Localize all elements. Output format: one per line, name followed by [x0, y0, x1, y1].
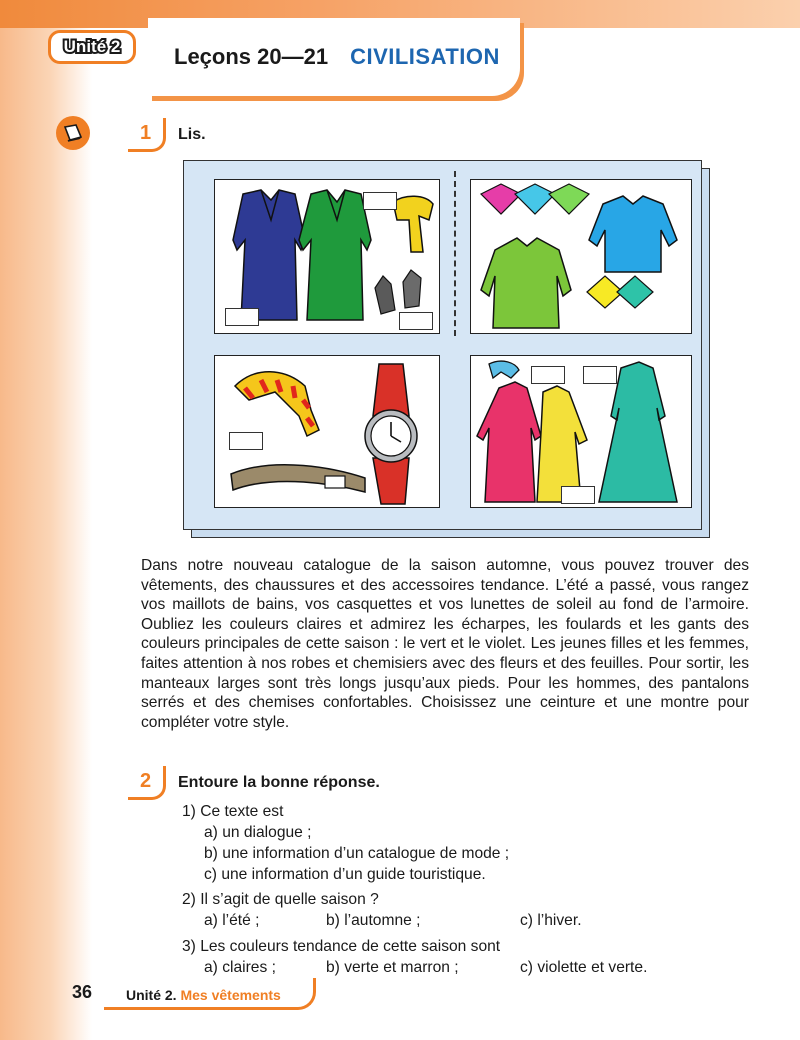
question-2-stem: 2) Il s’agit de quelle saison ?: [182, 891, 379, 908]
footer-caption: [126, 987, 281, 1003]
label-box: [225, 308, 259, 326]
panel-dresses: [470, 355, 692, 508]
question-1-option-c[interactable]: c) une information d’un guide touristique.: [204, 866, 486, 883]
label-box: [531, 366, 565, 384]
book-icon: [56, 116, 90, 150]
label-box: [561, 486, 595, 504]
label-box: [363, 192, 397, 210]
question-1-stem: 1) Ce texte est: [182, 803, 284, 820]
label-box: [399, 312, 433, 330]
question-3-stem: 3) Les couleurs tendance de cette saison sont: [182, 938, 501, 955]
exercise-1-number: 1: [128, 118, 166, 152]
page-number: 36: [72, 982, 93, 1002]
exercise-1-instruction: Lis.: [178, 126, 206, 143]
catalog-paragraph: Dans notre nouveau catalogue de la saison automne, vous pouvez trouver des vêtements, des chaussures et des accessoires tendance. L’été a passé, vous rangez vos maillots de bains, vos casquettes et vos lunettes de soleil au fond de l’armoire. Oubliez les couleurs claires et admirez les écharpes, les foulards et les gants des couleurs principales de cette saison : le vert et le violet. Les jeunes filles et les femmes, faites attention à nos robes et chemisiers avec des fleurs et des feuilles. Pour sortir, les manteaux larges sont très longs jusqu’aux pieds. Pour les hommes, des pantalons serrés et des chemises confortables. Choisissez une ceinture et une montre pour compléter votre style.: [141, 557, 749, 731]
page-divider: [454, 171, 456, 336]
question-1-option-a[interactable]: a) un dialogue ;: [204, 824, 312, 841]
question-3-option-a[interactable]: a) claires ;: [204, 959, 276, 976]
section-title: CIVILISATION: [350, 44, 500, 69]
page-margin-strip: [0, 0, 92, 1040]
catalog-front-page: [183, 160, 702, 530]
question-3-option-b[interactable]: b) verte et marron ;: [326, 959, 459, 976]
unit-tab: [48, 30, 136, 64]
panel-blouses: [470, 179, 692, 334]
question-1-option-b[interactable]: b) une information d’un catalogue de mode ;: [204, 845, 510, 862]
label-box: [229, 432, 263, 450]
question-2-option-b[interactable]: b) l’automne ;: [326, 912, 421, 929]
page-title: [174, 44, 500, 70]
footer-theme: Mes vêtements: [180, 987, 281, 1003]
exercise-2-number: 2: [128, 766, 166, 800]
question-3-option-c[interactable]: c) violette et verte.: [520, 959, 648, 976]
catalog-illustration: [183, 160, 710, 538]
lessons-title: Leçons 20—21: [174, 44, 329, 69]
panel-accessories: [214, 355, 440, 508]
blouses-drawing: [471, 180, 693, 335]
question-2-option-c[interactable]: c) l’hiver.: [520, 912, 582, 929]
exercise-2-instruction: Entoure la bonne réponse.: [178, 774, 380, 791]
footer-unit: Unité 2.: [126, 987, 177, 1003]
unit-tab-label: Unité 2: [63, 37, 121, 56]
question-2-option-a[interactable]: a) l’été ;: [204, 912, 260, 929]
label-box: [583, 366, 617, 384]
panel-coats: [214, 179, 440, 334]
